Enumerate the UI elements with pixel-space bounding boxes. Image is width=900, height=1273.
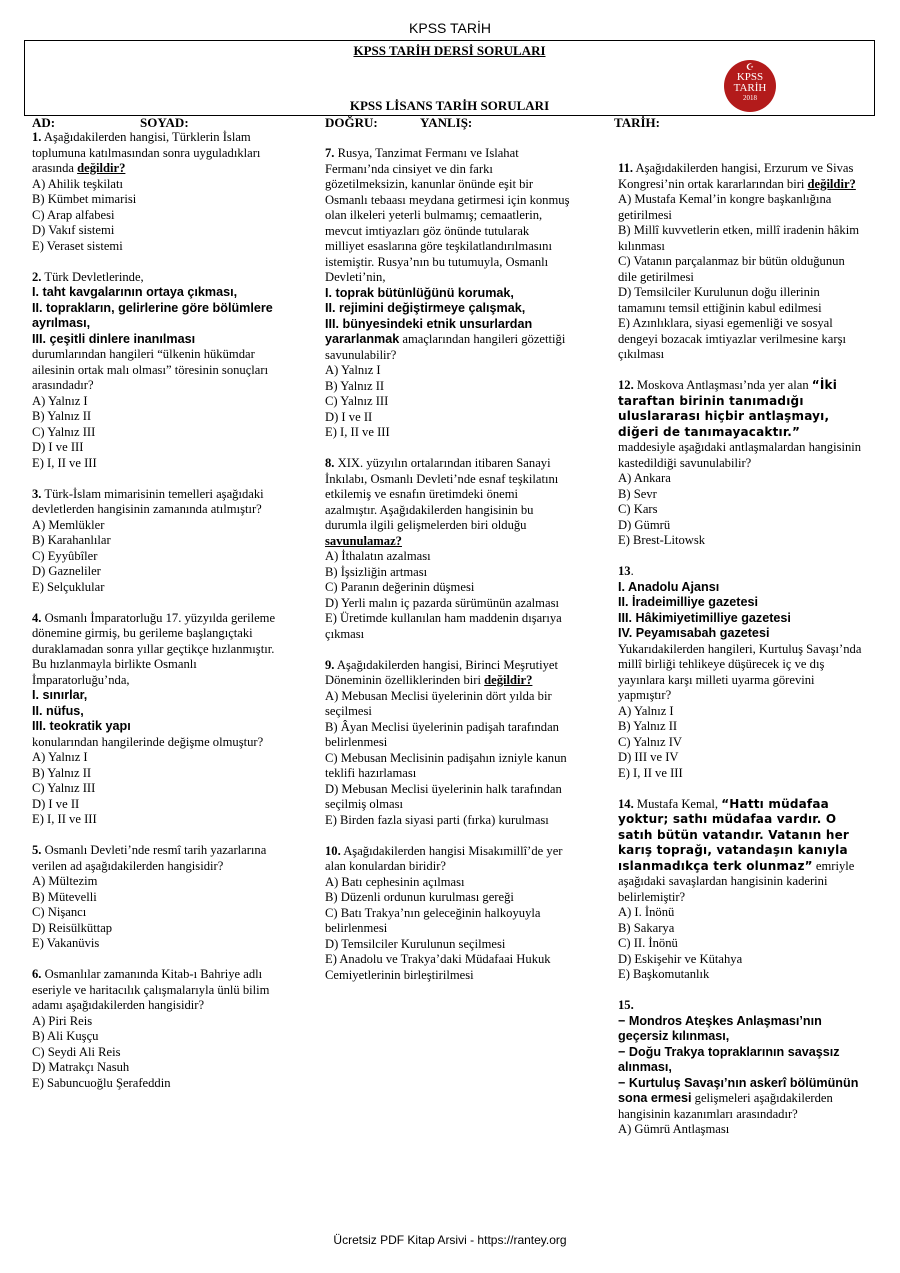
label-yanlis: YANLIŞ: (420, 115, 473, 130)
option-c[interactable]: C) Yalnız III (32, 781, 96, 795)
option-d[interactable]: D) Vakıf sistemi (32, 223, 115, 237)
statement-i: I. toprak bütünlüğünü korumak, (325, 285, 514, 300)
question-3 (32, 487, 280, 596)
question-number: 4. (32, 610, 42, 625)
question-number: 6. (32, 967, 42, 981)
question-12 (618, 378, 863, 549)
option-b[interactable]: B) Mütevelli (32, 889, 97, 904)
statement-iii: III. teokratik yapı (32, 719, 131, 733)
question-number: 13 (618, 564, 631, 578)
option-c[interactable]: C) Vatanın parçalanmaz bir bütün olduğunun dile getirilmesi (618, 254, 845, 284)
exam-title: KPSS TARİH DERSİ SORULARI (353, 43, 546, 58)
option-a[interactable]: A) Memlükler (32, 517, 105, 532)
option-a[interactable]: A) Yalnız I (32, 750, 88, 764)
option-b[interactable]: B) Ali Kuşçu (32, 1029, 99, 1043)
option-a[interactable]: A) Yalnız I (325, 363, 381, 377)
option-c[interactable]: C) Mebusan Meclisinin padişahın izniyle kanun teklifi hazırlaması (325, 750, 567, 780)
option-a[interactable]: A) Mebusan Meclisi üyelerinin dört yılda bir seçilmesi (325, 688, 552, 718)
question-stem: Osmanlılar zamanında Kitab-ı Bahriye adlı eseriyle ve haritacılık çalışmalarıyla ünlü bilim adamı aşağıdakilerden hangisidir? (32, 967, 270, 1012)
option-a[interactable]: A) Ahilik teşkilatı (32, 176, 123, 191)
option-b[interactable]: B) Yalnız II (32, 765, 92, 780)
question-4 (32, 611, 280, 828)
question-number: 8. (325, 456, 335, 470)
label-tarih: TARİH: (614, 115, 660, 130)
question-number: 9. (325, 657, 335, 672)
question-number: 2. (32, 269, 42, 284)
option-c[interactable]: C) Nişancı (32, 905, 87, 919)
question-tail: Yukarıdakilerden hangileri, Kurtuluş Savaşı’nda millî birliği tehlikeye düşürecek iç ve dış yayınlara karşı milleti uyarma görevini yapmıştır? (618, 641, 862, 702)
option-c[interactable]: C) Seydi Ali Reis (32, 1044, 121, 1059)
statement-ii: II. nüfus, (32, 703, 84, 718)
question-13 (618, 564, 863, 781)
option-e[interactable]: E) Selçuklular (32, 579, 105, 594)
question-2 (32, 270, 280, 472)
option-b[interactable]: B) Yalnız II (32, 409, 92, 423)
option-d[interactable]: D) Eskişehir ve Kütahya (618, 951, 743, 966)
question-stem: Mustafa Kemal, (633, 796, 722, 811)
question-10 (325, 844, 570, 984)
page-header-title: KPSS TARİH (409, 20, 491, 36)
option-b[interactable]: B) Âyan Meclisi üyelerinin padişah tarafından belirlenmesi (325, 719, 559, 749)
option-d[interactable]: D) Reisülküttap (32, 920, 113, 935)
question-number: 11. (618, 161, 634, 175)
option-b[interactable]: B) Karahanlılar (32, 533, 111, 547)
question-tail: emriyle aşağıdaki savaşlardan hangisinin kaderini belirlemiştir? (618, 858, 855, 904)
statement-iv: IV. Peyamısabah gazetesi (618, 626, 770, 640)
statement-1: − Mondros Ateşkes Anlaşması’nın geçersiz kılınması, (618, 1013, 822, 1043)
question-stem: Aşağıdakilerden hangisi, Birinci Meşrutiyet Döneminin özelliklerinden biri (325, 657, 558, 687)
option-a[interactable]: A) Piri Reis (32, 1013, 93, 1028)
option-e[interactable]: E) Başkomutanlık (618, 967, 710, 981)
column-3 (618, 161, 863, 1153)
option-e[interactable]: E) Birden fazla siyasi parti (fırka) kurulması (325, 812, 549, 827)
option-e[interactable]: E) I, II ve III (32, 455, 97, 470)
option-d[interactable]: D) Gazneliler (32, 564, 101, 578)
option-a[interactable]: A) Ankara (618, 471, 671, 485)
question-negation: değildir? (77, 161, 126, 175)
question-tail: gelişmeleri aşağıdakilerden hangisinin kazanımları arasındadır? (618, 1091, 833, 1121)
question-stem: XIX. yüzyılın ortalarından itibaren Sanayi İnkılabı, Osmanlı Devleti’nde esnaf teşkilatını etkilemiş ve esnafın üretimdeki önemi azalmıştır. Aşağıdakilerden hangisinin bu durumla ilgili gelişmelerden biri olduğu (325, 456, 559, 532)
question-number: 12. (618, 378, 634, 392)
option-d[interactable]: D) III ve IV (618, 750, 679, 764)
option-b[interactable]: B) İşsizliğin artması (325, 564, 428, 579)
question-number: 15. (618, 998, 634, 1012)
question-stem: Moskova Antlaşması’nda yer alan (633, 378, 812, 392)
option-a[interactable]: A) Mültezim (32, 874, 98, 888)
statement-3: − Kurtuluş Savaşı’nın askerî bölümünün sona ermesi (618, 1075, 859, 1105)
option-c[interactable]: C) Yalnız IV (618, 734, 683, 749)
question-15 (618, 998, 863, 1138)
option-d[interactable]: D) Mebusan Meclisi üyelerinin halk tarafından seçilmiş olması (325, 781, 562, 811)
column-1 (32, 130, 280, 1107)
option-d[interactable]: D) Gümrü (618, 517, 671, 532)
kpss-tarih-logo (724, 60, 776, 112)
question-1 (32, 130, 280, 254)
question-stem: Aşağıdakilerden hangisi, Türklerin İslam toplumuna katılmasından sonra uyguladıkları arasında (32, 130, 261, 175)
option-c[interactable]: C) Batı Trakya’nın geleceğinin halkoyuyla belirlenmesi (325, 905, 541, 935)
question-stem: Osmanlı Devleti’nde resmî tarih yazarlarına verilen ad aşağıdakilerden hangisidir? (32, 843, 267, 873)
statement-i: I. Anadolu Ajansı (618, 579, 720, 594)
crescent-star-icon: ☪ (745, 62, 755, 72)
question-8 (325, 456, 570, 642)
treaty-quote: “İki taraftan birinin tanımadığı uluslararası hiçbir antlaşmayı, diğeri de tanımayacaktır.” (618, 378, 838, 439)
option-d[interactable]: D) I ve III (32, 440, 84, 454)
column-2 (325, 146, 570, 999)
option-e[interactable]: E) Vakanüvis (32, 936, 100, 950)
question-14 (618, 797, 863, 983)
logo-text-kpss: KPSS (736, 71, 764, 83)
question-7 (325, 146, 570, 441)
question-tail: amaçlarından hangileri gözettiği savunulabilir? (325, 332, 566, 362)
question-number: 3. (32, 486, 42, 501)
question-stem: Aşağıdakilerden hangisi Misakımillî’de yer alan konulardan biridir? (325, 843, 563, 873)
option-d[interactable]: D) Matrakçı Nasuh (32, 1060, 130, 1074)
option-c[interactable]: C) Yalnız III (325, 394, 389, 408)
option-a[interactable]: A) İthalatın azalması (325, 549, 431, 563)
question-tail: maddesiyle aşağıdaki antlaşmalardan hangisinin kastedildiği savunulabilir? (618, 440, 862, 470)
label-ad: AD: (32, 115, 56, 130)
option-d[interactable]: D) I ve II (325, 409, 373, 424)
question-11 (618, 161, 863, 363)
option-e[interactable]: E) I, II ve III (32, 812, 97, 826)
option-c[interactable]: C) II. İnönü (618, 936, 678, 950)
statement-iii: III. bünyesindeki etnik unsurlardan yararlanmak (325, 316, 533, 346)
option-b[interactable]: B) Sevr (618, 486, 657, 501)
question-stem: Rusya, Tanzimat Fermanı ve Islahat Fermanı’nda cinsiyet ve din farkı gözetilmeksizin, kanunlar önünde eşit bir Osmanlı tebaası meydana getirmesi için konmuş olan ilkeleri yeterli bulmamış; cemaatlerin, mevcut imtiyazları göz önünde tutularak milliyet esaslarına göre teşkilatlandırılmasını istemiştir. Rusya’nın bu tutumuyla, Osmanlı Devleti’nin, (325, 146, 570, 284)
question-negation: değildir? (484, 673, 533, 687)
option-e[interactable]: E) I, II ve III (618, 765, 683, 780)
option-e[interactable]: E) Brest-Litowsk (618, 533, 706, 547)
question-negation: savunulamaz? (325, 533, 402, 548)
option-c[interactable]: C) Paranın değerinin düşmesi (325, 580, 475, 594)
question-number: 7. (325, 146, 335, 160)
option-a[interactable]: A) Mustafa Kemal’in kongre başkanlığına getirilmesi (618, 192, 832, 222)
option-a[interactable]: A) Gümrü Antlaşması (618, 1122, 730, 1136)
question-number: 5. (32, 843, 42, 857)
question-tail: durumlarından hangileri “ülkenin hükümdar ailesinin ortak malı olması” töresinin sonuçları arasındadır? (32, 347, 269, 392)
option-a[interactable]: A) I. İnönü (618, 905, 675, 919)
option-b[interactable]: B) Millî kuvvetlerin etken, millî iradenin hâkim kılınması (618, 223, 859, 253)
logo-text-year: 2018 (743, 94, 757, 102)
exam-subtitle: KPSS LİSANS TARİH SORULARI (349, 98, 550, 113)
statement-ii: II. toprakların, gelirlerine göre bölümlere ayrılması, (32, 300, 273, 330)
option-b[interactable]: B) Düzenli ordunun kurulması gereği (325, 890, 514, 904)
option-e[interactable]: E) Üretimde kullanılan ham maddenin dışarıya çıkması (325, 611, 562, 641)
option-e[interactable]: E) I, II ve III (325, 425, 390, 439)
option-e[interactable]: E) Anadolu ve Trakya’daki Müdafaai Hukuk Cemiyetlerinin birleştirilmesi (325, 952, 551, 982)
question-stem: Türk Devletlerinde, (41, 269, 144, 284)
question-number-dot: . (630, 564, 634, 578)
option-c[interactable]: C) Kars (618, 502, 658, 516)
option-b[interactable]: B) Sakarya (618, 920, 675, 935)
question-number: 10. (325, 843, 341, 858)
option-e[interactable]: E) Azınlıklara, siyasi egemenliği ve sosyal dengeyi bozacak imtiyazlar verilmesine karşı çıkılması (618, 316, 846, 361)
footer-link[interactable]: Ücretsiz PDF Kitap Arsivi - https://rantey.org (333, 1233, 567, 1247)
option-b[interactable]: B) Kümbet mimarisi (32, 192, 137, 206)
option-c[interactable]: C) Yalnız III (32, 424, 96, 439)
question-stem: Aşağıdakilerden hangisi, Erzurum ve Sivas Kongresi’nin ortak kararlarından biri (618, 161, 854, 191)
statement-iii: III. Hâkimiyetimilliye gazetesi (618, 610, 791, 625)
question-9 (325, 658, 570, 829)
statement-i: I. sınırlar, (32, 688, 88, 702)
option-d[interactable]: D) Temsilciler Kurulunun doğu illerinin tamamını temsil ettiğinin kabul edilmesi (618, 285, 822, 315)
option-b[interactable]: B) Yalnız II (325, 378, 385, 393)
logo-text-tarih: TARİH (733, 82, 767, 94)
ataturk-quote: “Hattı müdafaa yoktur; sathı müdafaa vardır. O satıh bütün vatandır. Vatanın her karış toprağı, vatandaşın kanıyla ıslanmadıkça terk olunmaz” (618, 796, 850, 873)
statement-i: I. taht kavgalarının ortaya çıkması, (32, 285, 238, 299)
question-negation: değildir? (807, 176, 856, 191)
option-d[interactable]: D) I ve II (32, 796, 80, 811)
option-d[interactable]: D) Yerli malın iç pazarda sürümünün azalması (325, 595, 559, 610)
option-e[interactable]: E) Veraset sistemi (32, 238, 123, 253)
question-6 (32, 967, 280, 1091)
label-soyad: SOYAD: (140, 115, 189, 130)
question-stem: Türk-İslam mimarisinin temelleri aşağıdaki devletlerden hangisinin zamanında atılmıştır? (32, 486, 264, 516)
statement-2: − Doğu Trakya topraklarının savaşsız alınması, (618, 1044, 840, 1074)
option-a[interactable]: A) Yalnız I (618, 703, 674, 718)
option-b[interactable]: B) Yalnız II (618, 719, 678, 733)
option-c[interactable]: C) Arap alfabesi (32, 207, 115, 222)
option-c[interactable]: C) Eyyûbîler (32, 548, 98, 563)
question-number: 14. (618, 796, 634, 811)
statement-ii: II. rejimini değiştirmeye çalışmak, (325, 301, 526, 315)
exam-header-box (24, 40, 875, 116)
option-e[interactable]: E) Sabuncuoğlu Şerafeddin (32, 1075, 171, 1090)
option-a[interactable]: A) Batı cephesinin açılması (325, 874, 465, 889)
question-5 (32, 843, 280, 952)
question-tail: konularından hangilerinde değişme olmuştur? (32, 734, 264, 749)
option-a[interactable]: A) Yalnız I (32, 393, 88, 408)
label-dogru: DOĞRU: (325, 115, 378, 130)
question-stem: Osmanlı İmparatorluğu 17. yüzyılda gerileme dönemine girmiş, bu gerileme başlangıçtaki duraklamadan sonra yıllar geçtikçe hızlanmıştır. Bu hızlanmayla birlikte Osmanlı İmparatorluğu’nda, (32, 610, 276, 687)
question-number: 1. (32, 130, 42, 144)
statement-iii: III. çeşitli dinlere inanılması (32, 331, 196, 346)
option-d[interactable]: D) Temsilciler Kurulunun seçilmesi (325, 936, 506, 951)
statement-ii: II. İradeimilliye gazetesi (618, 595, 758, 609)
